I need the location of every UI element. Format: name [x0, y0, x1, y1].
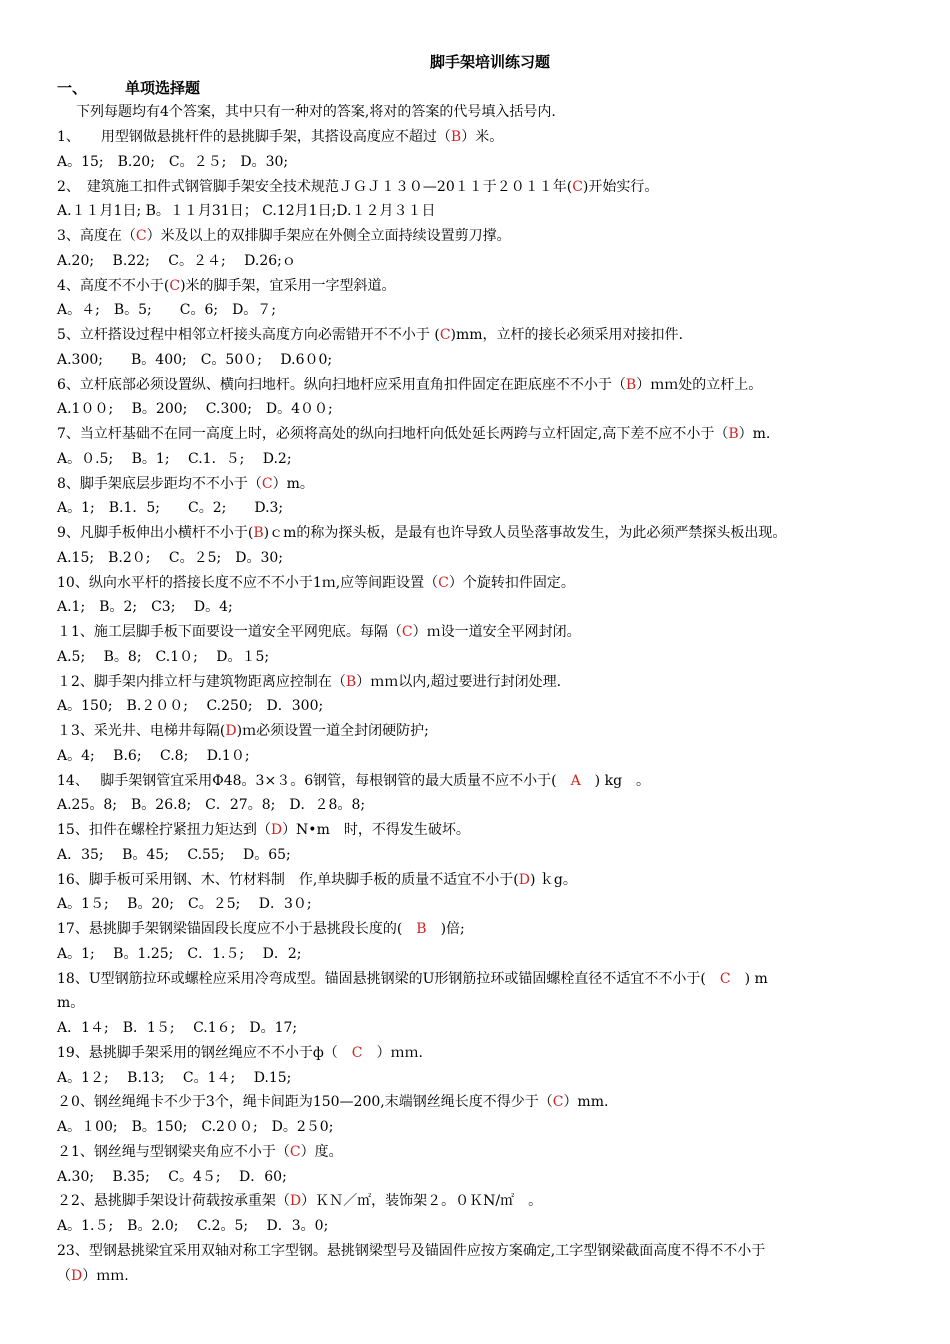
- line-text: A．35; B。45; C.55; D。65;: [57, 846, 291, 863]
- question-list: [57, 125, 927, 1288]
- line-text: A。０.5; B。1; C.1．５; D.2;: [57, 450, 292, 467]
- text-line: [57, 1189, 927, 1214]
- line-text: 8、脚手架底层步距均不不小于（: [57, 475, 262, 492]
- line-text: A。４; B。5; C。6; D。７;: [57, 302, 277, 319]
- answer-letter: B: [416, 921, 427, 937]
- answer-letter: D: [518, 871, 530, 888]
- line-text: １2、脚手架内排立杆与建筑物距离应控制在（: [57, 673, 346, 690]
- line-text: １1、施工层脚手板下面要设一道安全平网兜底。每隔（: [57, 624, 402, 640]
- line-text: A。1; B。1.25; C．1.５; D．2;: [57, 945, 302, 962]
- text-line: [57, 917, 927, 942]
- line-text: A.1; B。2; C3; D。4;: [57, 599, 233, 616]
- line-text: （: [57, 1267, 71, 1284]
- answer-letter: C: [289, 1143, 301, 1160]
- line-text: ) ｋg。: [529, 871, 577, 888]
- text-line: [57, 1041, 927, 1066]
- line-text: ）N•m 时，不得发生破坏。: [282, 822, 470, 838]
- text-line: [57, 645, 927, 670]
- line-text: ）ｍ设一道安全平网封闭。: [412, 624, 581, 640]
- text-line: [57, 769, 927, 794]
- answer-letter: C: [169, 277, 181, 294]
- line-text: A。1; B.1．5; C。2; D.3;: [57, 500, 284, 517]
- text-line: [57, 472, 927, 497]
- line-text: 7、当立杆基础不在同一高度上时，必须将高处的纵向扫地杆向低处延长两跨与立杆固定,高下差不应不小于（: [57, 426, 729, 442]
- section-heading: [57, 78, 200, 98]
- line-text: ２2、悬挑脚手架设计荷载按承重架（: [57, 1193, 290, 1210]
- line-text: 23、型钢悬挑梁宜采用双轴对称工字型钢。悬挑钢梁型号及锚固件应按方案确定,工字型钢梁截面高度不得不不小于: [57, 1242, 766, 1259]
- text-line: [57, 546, 927, 571]
- line-text: 10、纵向水平杆的搭接长度不应不不小于1ｍ,应等间距设置（: [57, 574, 439, 591]
- line-text: ) m: [730, 970, 768, 987]
- line-text: 18、U型钢筋拉环或螺栓应采用冷弯成型。锚固悬挑钢梁的U形钢筋拉环或锚固螺栓直径不适宜不不小于(: [57, 970, 720, 987]
- text-line: [57, 298, 927, 323]
- line-text: ) kg 。: [580, 772, 651, 789]
- line-text: 19、悬挑脚手架采用的钢丝绳应不不小于ф（: [57, 1044, 352, 1061]
- line-text: ）m。: [272, 475, 314, 492]
- answer-letter: C: [351, 1044, 363, 1061]
- line-text: 1、 用型钢做悬挑杆件的悬挑脚手架，其搭设高度应不超过（: [57, 129, 451, 145]
- text-line: [57, 373, 927, 398]
- text-line: [57, 1016, 927, 1041]
- line-text: A。1.５; B。2.0; C.2。5; D．3。0;: [57, 1218, 329, 1234]
- text-line: [57, 224, 927, 249]
- line-text: ）ｍｍ以内,超过要进行封闭处理.: [356, 673, 562, 690]
- answer-letter: D: [289, 1193, 302, 1210]
- text-line: [57, 1239, 927, 1264]
- text-line: [57, 274, 927, 299]
- line-text: ）米。: [461, 129, 504, 145]
- line-text: )米的脚手架，宜采用一字型斜道。: [180, 277, 396, 294]
- answer-letter: C: [439, 327, 451, 343]
- line-text: ）m.: [738, 426, 771, 442]
- text-line: [57, 447, 927, 472]
- text-line: [57, 868, 927, 893]
- line-text: A．1４; B．1５; C.1６; D。17;: [57, 1020, 298, 1036]
- line-text: ）度。: [300, 1143, 343, 1160]
- answer-letter: A: [570, 772, 581, 789]
- text-line: [57, 942, 927, 967]
- line-text: A。150; B.２００; C.250; D．300;: [57, 698, 324, 715]
- answer-letter: C: [261, 475, 273, 492]
- text-line: [57, 670, 927, 695]
- line-text: A.15; B.2０; C。２5; D。30;: [57, 549, 283, 566]
- text-line: [57, 422, 927, 447]
- text-line: [57, 397, 927, 422]
- text-line: [57, 571, 927, 596]
- line-text: 6、立杆底部必须设置纵、横向扫地杆。纵向扫地杆应采用直角扣件固定在距底座不不小于（: [57, 376, 626, 393]
- line-text: )开始实行。: [582, 178, 659, 195]
- line-text: １3、采光井、电梯井每隔(: [57, 723, 226, 739]
- answer-letter: C: [401, 624, 413, 640]
- line-text: )ｍ必须设置一道全封闭硬防护;: [236, 723, 429, 739]
- line-text: A。15; B.20; C。２５; D。30;: [57, 153, 289, 170]
- line-text: ２0、钢丝绳绳卡不少于3个，绳卡间距为150—200,末端钢丝绳长度不得少于（: [57, 1094, 553, 1111]
- answer-letter: C: [572, 178, 583, 195]
- answer-letter: B: [728, 426, 739, 442]
- line-text: 15、扣件在螺栓拧紧扭力矩达到（: [57, 822, 271, 838]
- text-line: [57, 991, 927, 1016]
- text-line: [57, 818, 927, 843]
- text-line: [57, 1165, 927, 1190]
- text-line: [57, 249, 927, 274]
- line-text: 5、立杆搭设过程中相邻立杆接头高度方向必需错开不不小于 (: [57, 327, 440, 343]
- line-text: A.5; B。8; C.1０; D。１5;: [57, 648, 270, 665]
- line-text: )倍;: [426, 921, 465, 937]
- line-text: 3、高度在（: [57, 228, 136, 244]
- section-number: 一、: [57, 79, 88, 97]
- instructions: 下列每题均有4个答案，其中只有一种对的答案,将对的答案的代号填入括号内.: [76, 104, 556, 120]
- line-text: ）米及以上的双排脚手架应在外侧全立面持续设置剪刀撑。: [146, 228, 511, 244]
- answer-letter: C: [719, 970, 731, 987]
- answer-letter: D: [71, 1267, 83, 1284]
- line-text: A.20; B.22; C。２４; D.26;ｏ: [57, 252, 296, 269]
- line-text: )mm，立杆的接长必须采用对接扣件.: [450, 327, 684, 343]
- line-text: 2、 建筑施工扣件式钢管脚手架安全技术规范ＪＧＪ１３０—20１１于２０１１年(: [57, 178, 573, 195]
- answer-letter: C: [552, 1094, 564, 1111]
- answer-letter: D: [270, 822, 283, 838]
- line-text: 9、凡脚手板伸出小横杆不小于(: [57, 525, 254, 541]
- text-line: [57, 1264, 927, 1289]
- document-title: 脚手架培训练习题: [429, 53, 550, 71]
- line-text: ）ｍｍ处的立杆上。: [636, 376, 763, 393]
- line-text: A.1００; B。200; C.300; D。4００;: [57, 401, 333, 418]
- answer-letter: B: [253, 525, 264, 541]
- text-line: [57, 150, 927, 175]
- text-line: [57, 967, 927, 992]
- line-text: ）个旋转扣件固定。: [448, 574, 575, 591]
- line-text: ）ｍｍ.: [362, 1044, 423, 1061]
- text-line: [57, 348, 927, 373]
- text-line: [57, 125, 927, 150]
- text-line: [57, 496, 927, 521]
- text-line: [57, 892, 927, 917]
- text-line: [57, 744, 927, 769]
- line-text: A.300; B。400; C。50０; D.6０0;: [57, 351, 333, 368]
- line-text: A.25。8; B。26.8; C．27。8; D．２8。8;: [57, 797, 366, 814]
- line-text: ）ｍｍ.: [82, 1267, 129, 1284]
- section-title: 单项选择题: [125, 79, 201, 97]
- text-line: [57, 1214, 927, 1239]
- text-line: [57, 719, 927, 744]
- line-text: 14、 脚手架钢管宜采用Φ48。3×３。6钢管，每根钢管的最大质量不应不小于(: [57, 772, 571, 789]
- text-line: [57, 843, 927, 868]
- line-text: )ｃm的称为探头板，是最有也许导致人员坠落事故发生，为此必须严禁探头板出现。: [263, 525, 787, 541]
- text-line: [57, 521, 927, 546]
- line-text: 17、悬挑脚手架钢梁锚固段长度应不小于悬挑段长度的(: [57, 921, 417, 937]
- text-line: [57, 694, 927, 719]
- text-line: [57, 175, 927, 200]
- text-line: [57, 595, 927, 620]
- line-text: A。１00; B。150; C.2００; D。2５0;: [57, 1119, 334, 1135]
- line-text: m。: [57, 995, 85, 1012]
- text-line: [57, 1115, 927, 1140]
- line-text: ２1、钢丝绳与型钢梁夹角应不小于（: [57, 1143, 290, 1160]
- line-text: A。1２; B.13; C。1４; D.15;: [57, 1069, 292, 1086]
- text-line: [57, 1066, 927, 1091]
- answer-letter: D: [225, 723, 237, 739]
- line-text: 4、高度不不小于(: [57, 277, 170, 294]
- text-line: [57, 323, 927, 348]
- line-text: A.１１月1日; B。１１月31日； C.12月1日;D.１２月３１日: [57, 203, 436, 220]
- line-text: A.30; B.35; C。4５; D．60;: [57, 1168, 287, 1185]
- line-text: ）mm.: [563, 1094, 609, 1111]
- text-line: [57, 620, 927, 645]
- line-text: A。4; B.6; C.8; D.1０;: [57, 747, 250, 764]
- answer-letter: B: [450, 129, 462, 145]
- text-line: [57, 1090, 927, 1115]
- answer-letter: C: [438, 574, 449, 591]
- line-text: ）ＫＮ／㎡，装饰架２。０ＫN/㎡ 。: [301, 1193, 543, 1210]
- text-line: [57, 199, 927, 224]
- answer-letter: B: [345, 673, 357, 690]
- answer-letter: C: [135, 228, 147, 244]
- text-line: [57, 793, 927, 818]
- answer-letter: B: [625, 376, 637, 393]
- text-line: [57, 1140, 927, 1165]
- line-text: 16、脚手板可采用钢、木、竹材料制 作,单块脚手板的质量不适宜不小于(: [57, 871, 519, 888]
- line-text: A。1５; B。20; C。２5; D．3０;: [57, 896, 312, 913]
